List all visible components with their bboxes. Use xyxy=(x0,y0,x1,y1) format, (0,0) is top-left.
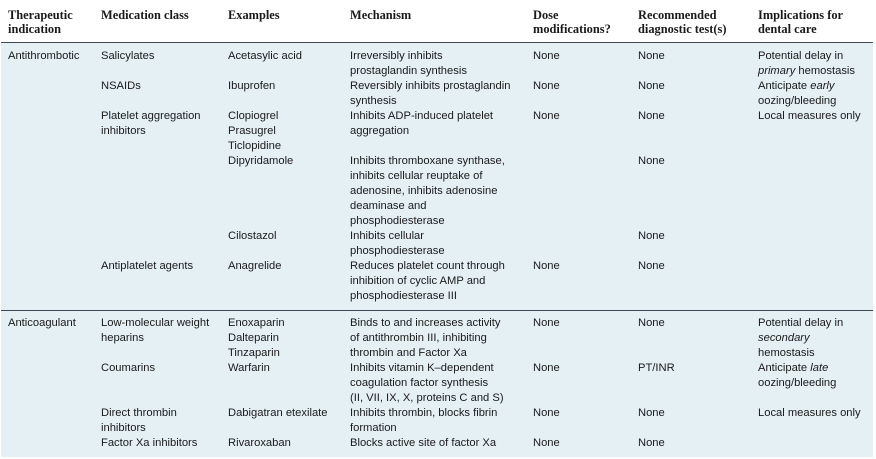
cell-mechanism: Blocks active site of factor Xa xyxy=(343,436,526,457)
cell-test: PT/INR xyxy=(631,361,751,406)
cell-dose: None xyxy=(526,406,631,436)
cell-test: None xyxy=(631,154,751,229)
cell-mechanism: Inhibits vitamin K–dependent coagulation factor synthesis (II, VII, IX, X, proteins C and S) xyxy=(343,361,526,406)
cell-examples: Dabigatran etexilate xyxy=(221,406,343,436)
cell-implications: Potential delay in primary hemostasis xyxy=(751,43,873,80)
cell-medication-class: Low-molecular weight heparins xyxy=(94,311,221,362)
cell-dose: None xyxy=(526,79,631,109)
cell-indication: Antithrombotic xyxy=(1,43,94,80)
cell-medication-class xyxy=(94,229,221,259)
cell-dose: None xyxy=(526,43,631,80)
cell-medication-class xyxy=(94,154,221,229)
cell-indication xyxy=(1,229,94,259)
cell-indication xyxy=(1,361,94,406)
cell-dose: None xyxy=(526,361,631,406)
cell-dose: None xyxy=(526,311,631,362)
cell-examples: Dipyridamole xyxy=(221,154,343,229)
table-row xyxy=(1,43,873,80)
cell-test: None xyxy=(631,259,751,311)
cell-test: None xyxy=(631,79,751,109)
cell-indication: Anticoagulant xyxy=(1,311,94,362)
antithrombotic-group xyxy=(1,43,873,311)
cell-test: None xyxy=(631,229,751,259)
cell-indication xyxy=(1,109,94,154)
cell-indication xyxy=(1,436,94,457)
cell-test: None xyxy=(631,311,751,362)
cell-dose: None xyxy=(526,259,631,311)
table-row xyxy=(1,406,873,436)
cell-dose: None xyxy=(526,436,631,457)
cell-mechanism: Reduces platelet count through inhibition of cyclic AMP and phosphodiesterase III xyxy=(343,259,526,311)
cell-examples: Anagrelide xyxy=(221,259,343,311)
cell-implications xyxy=(751,229,873,259)
cell-dose xyxy=(526,229,631,259)
header-dose-modifications: Dose modifications? xyxy=(526,2,631,43)
cell-mechanism: Irreversibly inhibits prostaglandin synthesis xyxy=(343,43,526,80)
table-header xyxy=(1,2,873,43)
cell-mechanism: Reversibly inhibits prostaglandin synthesis xyxy=(343,79,526,109)
table-row xyxy=(1,311,873,362)
cell-implications xyxy=(751,259,873,311)
cell-examples: Ibuprofen xyxy=(221,79,343,109)
cell-implications: Anticipate late oozing/bleeding xyxy=(751,361,873,406)
cell-test: None xyxy=(631,109,751,154)
cell-indication xyxy=(1,79,94,109)
header-dental-implications: Implications for dental care xyxy=(751,2,873,43)
table-row xyxy=(1,229,873,259)
cell-mechanism: Inhibits thrombin, blocks fibrin formation xyxy=(343,406,526,436)
cell-examples: Cilostazol xyxy=(221,229,343,259)
cell-examples: Clopiogrel Prasugrel Ticlopidine xyxy=(221,109,343,154)
cell-medication-class: Salicylates xyxy=(94,43,221,80)
header-row xyxy=(1,2,873,43)
anticoagulant-group xyxy=(1,311,873,458)
medication-table xyxy=(1,2,873,457)
cell-examples: Rivaroxaban xyxy=(221,436,343,457)
header-indication: Therapeutic indication xyxy=(1,2,94,43)
cell-mechanism: Binds to and increases activity of antithrombin III, inhibiting thrombin and Factor Xa xyxy=(343,311,526,362)
cell-medication-class: Factor Xa inhibitors xyxy=(94,436,221,457)
cell-mechanism: Inhibits ADP-induced platelet aggregation xyxy=(343,109,526,154)
header-diagnostic-tests: Recommended diagnostic test(s) xyxy=(631,2,751,43)
cell-implications: Potential delay in secondary hemostasis xyxy=(751,311,873,362)
cell-dose xyxy=(526,154,631,229)
cell-examples: Warfarin xyxy=(221,361,343,406)
cell-medication-class: Antiplatelet agents xyxy=(94,259,221,311)
cell-medication-class: Direct thrombin inhibitors xyxy=(94,406,221,436)
cell-test: None xyxy=(631,406,751,436)
cell-dose: None xyxy=(526,109,631,154)
cell-indication xyxy=(1,259,94,311)
cell-indication xyxy=(1,154,94,229)
header-medication-class: Medication class xyxy=(94,2,221,43)
table-row xyxy=(1,154,873,229)
cell-implications xyxy=(751,436,873,457)
table-row xyxy=(1,79,873,109)
table-row xyxy=(1,436,873,457)
cell-test: None xyxy=(631,436,751,457)
cell-medication-class: NSAIDs xyxy=(94,79,221,109)
cell-test: None xyxy=(631,43,751,80)
cell-mechanism: Inhibits cellular phosphodiesterase xyxy=(343,229,526,259)
cell-examples: Acetasylic acid xyxy=(221,43,343,80)
cell-implications: Anticipate early oozing/bleeding xyxy=(751,79,873,109)
cell-examples: Enoxaparin Dalteparin Tinzaparin xyxy=(221,311,343,362)
cell-implications: Local measures only xyxy=(751,406,873,436)
cell-medication-class: Coumarins xyxy=(94,361,221,406)
header-examples: Examples xyxy=(221,2,343,43)
cell-implications: Local measures only xyxy=(751,109,873,154)
cell-indication xyxy=(1,406,94,436)
cell-implications xyxy=(751,154,873,229)
table-row xyxy=(1,361,873,406)
table-row xyxy=(1,109,873,154)
table-row xyxy=(1,259,873,311)
cell-mechanism: Inhibits thromboxane synthase, inhibits cellular reuptake of adenosine, inhibits adenosine deaminase and phosphodiesterase xyxy=(343,154,526,229)
header-mechanism: Mechanism xyxy=(343,2,526,43)
cell-medication-class: Platelet aggregation inhibitors xyxy=(94,109,221,154)
